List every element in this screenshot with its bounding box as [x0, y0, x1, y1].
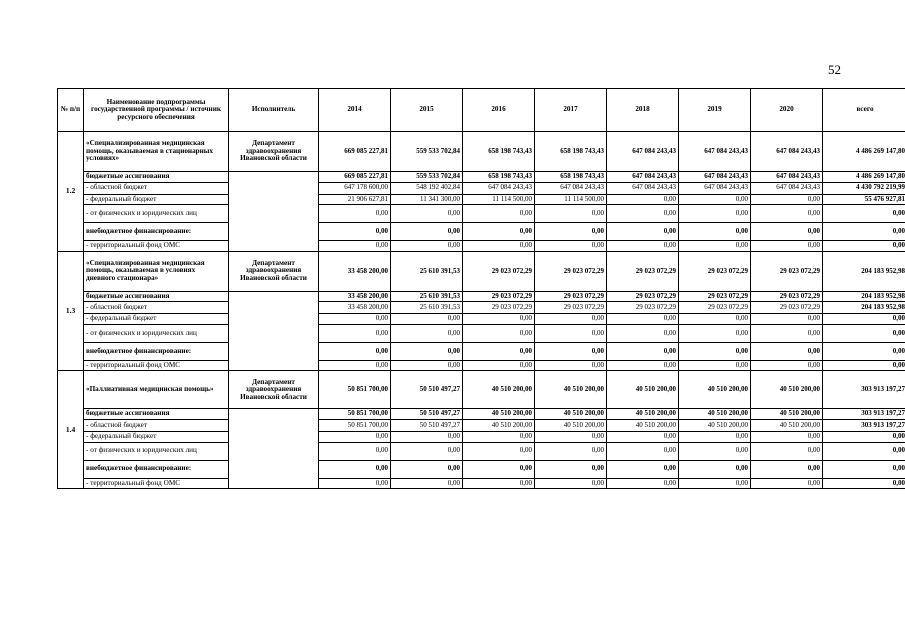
- value-cell: 40 510 200,00: [679, 409, 751, 420]
- value-cell: 0,00: [607, 314, 679, 325]
- value-cell: 0,00: [607, 460, 679, 478]
- value-cell: 0,00: [679, 314, 751, 325]
- value-cell: 0,00: [319, 478, 391, 489]
- section-total-cell: 658 198 743,43: [463, 132, 535, 172]
- value-cell: 0,00: [535, 360, 607, 371]
- value-cell: 0,00: [751, 314, 823, 325]
- section-total-cell: 33 458 200,00: [319, 251, 391, 291]
- value-cell: 0,00: [535, 431, 607, 442]
- value-cell: 29 023 072,29: [607, 302, 679, 314]
- value-cell: 303 913 197,27: [823, 409, 905, 420]
- header-number: № п/п: [58, 89, 84, 132]
- value-cell: 0,00: [319, 205, 391, 223]
- value-cell: 0,00: [463, 342, 535, 360]
- section-total-cell: 50 851 700,00: [319, 371, 391, 409]
- value-cell: 0,00: [535, 205, 607, 223]
- value-cell: 0,00: [391, 442, 463, 460]
- value-cell: 0,00: [391, 460, 463, 478]
- value-cell: 0,00: [751, 431, 823, 442]
- executor-blank-cell: [229, 291, 319, 371]
- value-cell: 647 084 243,43: [679, 172, 751, 183]
- value-cell: 0,00: [535, 223, 607, 241]
- section-total-cell: 29 023 072,29: [751, 251, 823, 291]
- value-cell: 0,00: [319, 314, 391, 325]
- section-total-cell: 29 023 072,29: [679, 251, 751, 291]
- value-cell: 0,00: [751, 478, 823, 489]
- section-total-cell: 25 610 391,53: [391, 251, 463, 291]
- value-cell: 647 084 243,43: [463, 182, 535, 194]
- table-row: [58, 172, 905, 183]
- value-cell: 0,00: [751, 324, 823, 342]
- section-total-cell: 40 510 200,00: [679, 371, 751, 409]
- table-row: [58, 324, 905, 342]
- value-cell: 0,00: [319, 342, 391, 360]
- row-label: - от физических и юридических лиц: [84, 442, 229, 460]
- value-cell: 647 084 243,43: [751, 182, 823, 194]
- row-label: бюджетные ассигнования: [84, 172, 229, 183]
- value-cell: 0,00: [463, 324, 535, 342]
- section-executor: Департамент здравоохранения Ивановской области: [229, 371, 319, 409]
- table-row: [58, 314, 905, 325]
- value-cell: 0,00: [679, 194, 751, 205]
- row-label: бюджетные ассигнования: [84, 291, 229, 302]
- value-cell: 0,00: [607, 360, 679, 371]
- value-cell: 11 341 300,00: [391, 194, 463, 205]
- budget-table: [57, 88, 905, 489]
- value-cell: 55 476 927,81: [823, 194, 905, 205]
- value-cell: 0,00: [607, 194, 679, 205]
- row-label: - территориальный фонд ОМС: [84, 360, 229, 371]
- value-cell: 204 183 952,98: [823, 302, 905, 314]
- value-cell: 0,00: [679, 241, 751, 252]
- value-cell: 40 510 200,00: [463, 419, 535, 431]
- value-cell: 559 533 702,84: [391, 172, 463, 183]
- value-cell: 50 851 700,00: [319, 409, 391, 420]
- value-cell: 29 023 072,29: [535, 302, 607, 314]
- section-title-row: [58, 371, 905, 409]
- value-cell: 4 430 792 219,99: [823, 182, 905, 194]
- value-cell: 0,00: [751, 342, 823, 360]
- section-total-cell: 4 486 269 147,80: [823, 132, 905, 172]
- section-title: «Специализированная медицинская помощь, оказываемая в условиях дневного стационара»: [84, 251, 229, 291]
- value-cell: 40 510 200,00: [535, 409, 607, 420]
- section-total-cell: 29 023 072,29: [463, 251, 535, 291]
- value-cell: 0,00: [391, 342, 463, 360]
- value-cell: 29 023 072,29: [463, 302, 535, 314]
- header-row: [58, 89, 905, 132]
- header-year-2015: 2015: [391, 89, 463, 132]
- section-total-cell: 559 533 702,84: [391, 132, 463, 172]
- value-cell: 0,00: [391, 431, 463, 442]
- value-cell: 0,00: [607, 241, 679, 252]
- value-cell: 50 510 497,27: [391, 419, 463, 431]
- value-cell: 0,00: [391, 223, 463, 241]
- section-executor: Департамент здравоохранения Ивановской области: [229, 132, 319, 172]
- value-cell: 0,00: [607, 223, 679, 241]
- value-cell: 11 114 500,00: [463, 194, 535, 205]
- section-total-cell: 647 084 243,43: [679, 132, 751, 172]
- value-cell: 0,00: [463, 360, 535, 371]
- table-row: [58, 409, 905, 420]
- value-cell: 0,00: [607, 205, 679, 223]
- table-row: [58, 478, 905, 489]
- section-total-cell: 40 510 200,00: [751, 371, 823, 409]
- value-cell: 647 084 243,43: [751, 172, 823, 183]
- value-cell: 0,00: [319, 223, 391, 241]
- value-cell: 0,00: [823, 431, 905, 442]
- value-cell: 40 510 200,00: [535, 419, 607, 431]
- value-cell: 0,00: [679, 431, 751, 442]
- value-cell: 0,00: [319, 241, 391, 252]
- section-number: 1.2: [58, 132, 84, 252]
- value-cell: 0,00: [391, 314, 463, 325]
- value-cell: 25 610 391,53: [391, 302, 463, 314]
- value-cell: 29 023 072,29: [607, 291, 679, 302]
- value-cell: 40 510 200,00: [751, 409, 823, 420]
- value-cell: 0,00: [823, 460, 905, 478]
- value-cell: 25 610 391,53: [391, 291, 463, 302]
- value-cell: 0,00: [319, 460, 391, 478]
- row-label: внебюджетное финансирование:: [84, 342, 229, 360]
- section-total-cell: 669 085 227,81: [319, 132, 391, 172]
- value-cell: 29 023 072,29: [463, 291, 535, 302]
- value-cell: 658 198 743,43: [535, 172, 607, 183]
- value-cell: 0,00: [751, 241, 823, 252]
- value-cell: 0,00: [607, 442, 679, 460]
- value-cell: 33 458 200,00: [319, 302, 391, 314]
- value-cell: 11 114 500,00: [535, 194, 607, 205]
- header-year-2019: 2019: [679, 89, 751, 132]
- value-cell: 0,00: [391, 324, 463, 342]
- value-cell: 0,00: [679, 360, 751, 371]
- value-cell: 0,00: [319, 324, 391, 342]
- value-cell: 0,00: [463, 223, 535, 241]
- value-cell: 0,00: [679, 342, 751, 360]
- table-row: [58, 241, 905, 252]
- value-cell: 0,00: [463, 478, 535, 489]
- table-body: [58, 132, 905, 489]
- section-title-row: [58, 132, 905, 172]
- value-cell: 0,00: [319, 431, 391, 442]
- row-label: бюджетные ассигнования: [84, 409, 229, 420]
- table-row: [58, 419, 905, 431]
- value-cell: 647 084 243,43: [679, 182, 751, 194]
- table-row: [58, 182, 905, 194]
- value-cell: 204 183 952,98: [823, 291, 905, 302]
- executor-blank-cell: [229, 172, 319, 252]
- value-cell: 0,00: [679, 478, 751, 489]
- value-cell: 0,00: [391, 360, 463, 371]
- section-number: 1.3: [58, 251, 84, 371]
- value-cell: 0,00: [751, 205, 823, 223]
- value-cell: 0,00: [535, 342, 607, 360]
- table-row: [58, 291, 905, 302]
- row-label: - федеральный бюджет: [84, 314, 229, 325]
- value-cell: 0,00: [823, 324, 905, 342]
- section-title-row: [58, 251, 905, 291]
- value-cell: 0,00: [391, 478, 463, 489]
- value-cell: 40 510 200,00: [607, 419, 679, 431]
- value-cell: 0,00: [679, 223, 751, 241]
- table-row: [58, 194, 905, 205]
- value-cell: 647 178 600,00: [319, 182, 391, 194]
- table-row: [58, 431, 905, 442]
- table-row: [58, 223, 905, 241]
- value-cell: 0,00: [463, 442, 535, 460]
- row-label: - территориальный фонд ОМС: [84, 478, 229, 489]
- value-cell: 29 023 072,29: [679, 291, 751, 302]
- section-total-cell: 40 510 200,00: [463, 371, 535, 409]
- value-cell: 21 906 627,81: [319, 194, 391, 205]
- value-cell: 0,00: [463, 431, 535, 442]
- value-cell: 0,00: [823, 478, 905, 489]
- row-label: - от физических и юридических лиц: [84, 324, 229, 342]
- value-cell: 0,00: [535, 460, 607, 478]
- value-cell: 29 023 072,29: [751, 291, 823, 302]
- value-cell: 647 084 243,43: [607, 182, 679, 194]
- section-total-cell: 647 084 243,43: [607, 132, 679, 172]
- value-cell: 0,00: [607, 324, 679, 342]
- header-year-2020: 2020: [751, 89, 823, 132]
- table-row: [58, 205, 905, 223]
- section-total-cell: 29 023 072,29: [535, 251, 607, 291]
- value-cell: 4 486 269 147,80: [823, 172, 905, 183]
- value-cell: 0,00: [535, 314, 607, 325]
- value-cell: 29 023 072,29: [679, 302, 751, 314]
- value-cell: 647 084 243,43: [535, 182, 607, 194]
- value-cell: 0,00: [607, 342, 679, 360]
- value-cell: 0,00: [679, 324, 751, 342]
- value-cell: 0,00: [607, 431, 679, 442]
- value-cell: 0,00: [535, 478, 607, 489]
- row-label: - областной бюджет: [84, 182, 229, 194]
- value-cell: 0,00: [751, 360, 823, 371]
- row-label: - областной бюджет: [84, 302, 229, 314]
- value-cell: 0,00: [319, 442, 391, 460]
- header-year-2018: 2018: [607, 89, 679, 132]
- value-cell: 40 510 200,00: [463, 409, 535, 420]
- value-cell: 647 084 243,43: [607, 172, 679, 183]
- value-cell: 0,00: [823, 360, 905, 371]
- row-label: - территориальный фонд ОМС: [84, 241, 229, 252]
- value-cell: 0,00: [679, 205, 751, 223]
- value-cell: 0,00: [823, 205, 905, 223]
- value-cell: 0,00: [823, 314, 905, 325]
- value-cell: 40 510 200,00: [751, 419, 823, 431]
- section-total-cell: 647 084 243,43: [751, 132, 823, 172]
- header-executor: Исполнитель: [229, 89, 319, 132]
- header-total: всего: [823, 89, 905, 132]
- value-cell: 50 851 700,00: [319, 419, 391, 431]
- value-cell: 669 085 227,81: [319, 172, 391, 183]
- section-title: «Паллиативная медицинская помощь»: [84, 371, 229, 409]
- value-cell: 0,00: [391, 205, 463, 223]
- header-year-2017: 2017: [535, 89, 607, 132]
- row-label: - федеральный бюджет: [84, 194, 229, 205]
- value-cell: 29 023 072,29: [751, 302, 823, 314]
- table-row: [58, 460, 905, 478]
- value-cell: 548 192 402,84: [391, 182, 463, 194]
- value-cell: 658 198 743,43: [463, 172, 535, 183]
- value-cell: 0,00: [823, 223, 905, 241]
- value-cell: 0,00: [391, 241, 463, 252]
- row-label: - областной бюджет: [84, 419, 229, 431]
- value-cell: 29 023 072,29: [535, 291, 607, 302]
- table-row: [58, 342, 905, 360]
- value-cell: 0,00: [535, 442, 607, 460]
- section-total-cell: 204 183 952,98: [823, 251, 905, 291]
- value-cell: 0,00: [823, 342, 905, 360]
- value-cell: 0,00: [751, 442, 823, 460]
- table-row: [58, 302, 905, 314]
- page-number: 52: [828, 62, 841, 77]
- value-cell: 0,00: [751, 223, 823, 241]
- row-label: - федеральный бюджет: [84, 431, 229, 442]
- executor-blank-cell: [229, 409, 319, 489]
- value-cell: 33 458 200,00: [319, 291, 391, 302]
- table-row: [58, 442, 905, 460]
- section-total-cell: 29 023 072,29: [607, 251, 679, 291]
- value-cell: 0,00: [463, 460, 535, 478]
- section-executor: Департамент здравоохранения Ивановской области: [229, 251, 319, 291]
- value-cell: 0,00: [679, 442, 751, 460]
- value-cell: 0,00: [463, 241, 535, 252]
- value-cell: 0,00: [535, 324, 607, 342]
- section-total-cell: 303 913 197,27: [823, 371, 905, 409]
- header-year-2014: 2014: [319, 89, 391, 132]
- row-label: внебюджетное финансирование:: [84, 223, 229, 241]
- section-title: «Специализированная медицинская помощь, оказываемая в стационарных условиях»: [84, 132, 229, 172]
- value-cell: 0,00: [535, 241, 607, 252]
- section-total-cell: 40 510 200,00: [607, 371, 679, 409]
- value-cell: 40 510 200,00: [607, 409, 679, 420]
- value-cell: 0,00: [751, 460, 823, 478]
- section-total-cell: 50 510 497,27: [391, 371, 463, 409]
- section-total-cell: 40 510 200,00: [535, 371, 607, 409]
- value-cell: 0,00: [679, 460, 751, 478]
- section-number: 1.4: [58, 371, 84, 489]
- value-cell: 0,00: [463, 205, 535, 223]
- row-label: - от физических и юридических лиц: [84, 205, 229, 223]
- value-cell: 40 510 200,00: [679, 419, 751, 431]
- section-total-cell: 658 198 743,43: [535, 132, 607, 172]
- row-label: внебюджетное финансирование:: [84, 460, 229, 478]
- value-cell: 0,00: [823, 442, 905, 460]
- value-cell: 0,00: [751, 194, 823, 205]
- value-cell: 0,00: [823, 241, 905, 252]
- value-cell: 0,00: [319, 360, 391, 371]
- table-row: [58, 360, 905, 371]
- value-cell: 50 510 497,27: [391, 409, 463, 420]
- header-name: Наименование подпрограммы государственной программы / источник ресурсного обеспечения: [84, 89, 229, 132]
- value-cell: 303 913 197,27: [823, 419, 905, 431]
- value-cell: 0,00: [463, 314, 535, 325]
- value-cell: 0,00: [607, 478, 679, 489]
- header-year-2016: 2016: [463, 89, 535, 132]
